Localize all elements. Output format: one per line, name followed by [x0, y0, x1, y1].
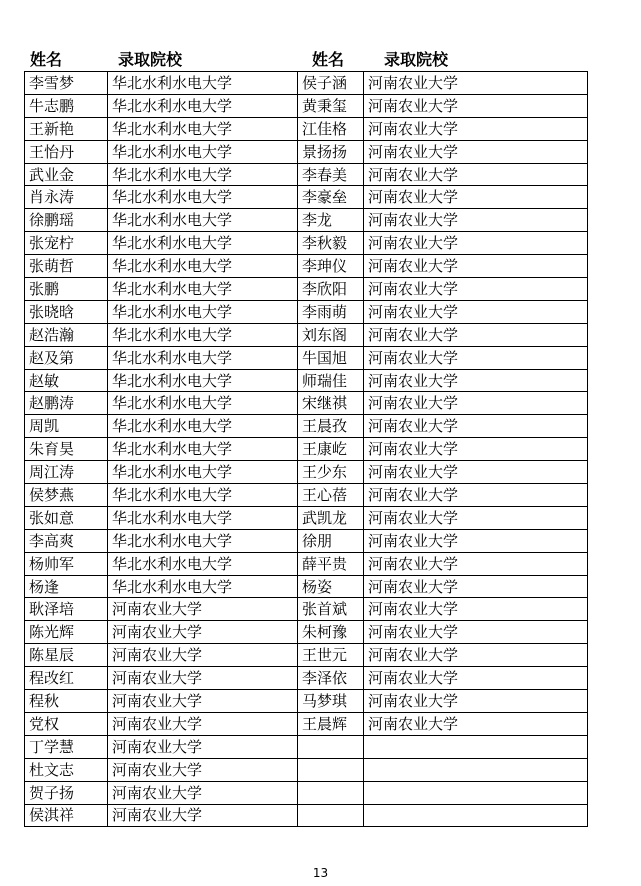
- table-row: [25, 598, 588, 621]
- school-left-cell: 华北水利水电大学: [108, 186, 298, 209]
- student-name-right-cell: 景扬扬: [298, 140, 364, 163]
- table-row: [25, 690, 588, 713]
- school-left-cell: 华北水利水电大学: [108, 278, 298, 301]
- school-left-cell: 河南农业大学: [108, 598, 298, 621]
- student-name-right-cell: 朱柯豫: [298, 621, 364, 644]
- school-left-cell: 华北水利水电大学: [108, 323, 298, 346]
- student-name-right-cell: 薛平贵: [298, 552, 364, 575]
- school-left-cell: 河南农业大学: [108, 712, 298, 735]
- student-name-right-cell: 王晨辉: [298, 712, 364, 735]
- table-row: [25, 140, 588, 163]
- table-row: [25, 300, 588, 323]
- student-name-left-cell: 徐鹏瑶: [25, 209, 108, 232]
- student-name-left-cell: 丁学慧: [25, 735, 108, 758]
- school-right-cell: 河南农业大学: [364, 72, 588, 95]
- school-right-cell: 河南农业大学: [364, 232, 588, 255]
- table-row: [25, 461, 588, 484]
- student-name-right-cell: 李秋毅: [298, 232, 364, 255]
- school-left-cell: 河南农业大学: [108, 667, 298, 690]
- student-name-left-cell: 赵浩瀚: [25, 323, 108, 346]
- admission-table-body: [25, 72, 588, 827]
- school-left-cell: 河南农业大学: [108, 621, 298, 644]
- school-right-cell: 河南农业大学: [364, 621, 588, 644]
- table-row: [25, 506, 588, 529]
- school-right-cell: [364, 804, 588, 827]
- student-name-right-cell: 李雨萌: [298, 300, 364, 323]
- school-left-cell: 华北水利水电大学: [108, 346, 298, 369]
- school-right-cell: 河南农业大学: [364, 140, 588, 163]
- student-name-right-cell: 牛国旭: [298, 346, 364, 369]
- student-name-left-cell: 程秋: [25, 690, 108, 713]
- student-name-left-cell: 牛志鹏: [25, 94, 108, 117]
- table-row: [25, 232, 588, 255]
- school-right-cell: 河南农业大学: [364, 117, 588, 140]
- student-name-left-cell: 赵及第: [25, 346, 108, 369]
- table-row: [25, 323, 588, 346]
- table-row: [25, 94, 588, 117]
- student-name-left-cell: 李高爽: [25, 529, 108, 552]
- school-right-cell: 河南农业大学: [364, 598, 588, 621]
- student-name-left-cell: 耿泽培: [25, 598, 108, 621]
- school-right-cell: 河南农业大学: [364, 529, 588, 552]
- school-right-cell: 河南农业大学: [364, 438, 588, 461]
- table-row: [25, 758, 588, 781]
- student-name-right-cell: 刘东阁: [298, 323, 364, 346]
- school-left-cell: 华北水利水电大学: [108, 552, 298, 575]
- student-name-left-cell: 张鹏: [25, 278, 108, 301]
- school-left-cell: 华北水利水电大学: [108, 255, 298, 278]
- school-right-cell: 河南农业大学: [364, 552, 588, 575]
- school-left-cell: 华北水利水电大学: [108, 140, 298, 163]
- school-left-cell: 华北水利水电大学: [108, 300, 298, 323]
- school-right-cell: [364, 735, 588, 758]
- student-name-left-cell: 武业金: [25, 163, 108, 186]
- school-right-cell: 河南农业大学: [364, 209, 588, 232]
- school-right-cell: 河南农业大学: [364, 94, 588, 117]
- table-row: [25, 278, 588, 301]
- school-left-cell: 华北水利水电大学: [108, 506, 298, 529]
- student-name-right-cell: 李龙: [298, 209, 364, 232]
- student-name-left-cell: 朱育昊: [25, 438, 108, 461]
- student-name-left-cell: 肖永涛: [25, 186, 108, 209]
- student-name-right-cell: 马梦琪: [298, 690, 364, 713]
- school-right-cell: 河南农业大学: [364, 163, 588, 186]
- table-row: [25, 72, 588, 95]
- student-name-right-cell: 宋继祺: [298, 392, 364, 415]
- student-name-left-cell: 陈光辉: [25, 621, 108, 644]
- school-left-cell: 河南农业大学: [108, 758, 298, 781]
- table-row: [25, 575, 588, 598]
- student-name-right-cell: 王康屹: [298, 438, 364, 461]
- table-row: [25, 621, 588, 644]
- table-row: [25, 415, 588, 438]
- table-row: [25, 552, 588, 575]
- student-name-left-cell: 程改红: [25, 667, 108, 690]
- table-row: [25, 392, 588, 415]
- student-name-right-cell: 李珅仪: [298, 255, 364, 278]
- student-name-right-cell: 李豪垒: [298, 186, 364, 209]
- table-row: [25, 163, 588, 186]
- header-school-left: 录取院校: [118, 50, 183, 69]
- student-name-right-cell: 徐朋: [298, 529, 364, 552]
- school-right-cell: 河南农业大学: [364, 506, 588, 529]
- table-row: [25, 735, 588, 758]
- school-left-cell: 华北水利水电大学: [108, 415, 298, 438]
- school-left-cell: 华北水利水电大学: [108, 575, 298, 598]
- school-left-cell: 华北水利水电大学: [108, 392, 298, 415]
- student-name-left-cell: 周江涛: [25, 461, 108, 484]
- school-right-cell: [364, 758, 588, 781]
- school-right-cell: [364, 781, 588, 804]
- student-name-left-cell: 杨逢: [25, 575, 108, 598]
- student-name-right-cell: 王心蓓: [298, 484, 364, 507]
- school-right-cell: 河南农业大学: [364, 575, 588, 598]
- table-row: [25, 712, 588, 735]
- table-row: [25, 529, 588, 552]
- table-row: [25, 667, 588, 690]
- school-left-cell: 华北水利水电大学: [108, 369, 298, 392]
- student-name-left-cell: 赵鹏涛: [25, 392, 108, 415]
- school-right-cell: 河南农业大学: [364, 186, 588, 209]
- student-name-left-cell: 杨帅军: [25, 552, 108, 575]
- student-name-right-cell: 张首斌: [298, 598, 364, 621]
- student-name-left-cell: 侯梦燕: [25, 484, 108, 507]
- school-left-cell: 华北水利水电大学: [108, 72, 298, 95]
- school-right-cell: 河南农业大学: [364, 461, 588, 484]
- student-name-right-cell: 侯子涵: [298, 72, 364, 95]
- table-row: [25, 644, 588, 667]
- student-name-right-cell: 王晨孜: [298, 415, 364, 438]
- header-name-right: 姓名: [312, 50, 345, 69]
- school-left-cell: 河南农业大学: [108, 644, 298, 667]
- table-row: [25, 209, 588, 232]
- student-name-left-cell: 李雪梦: [25, 72, 108, 95]
- student-name-left-cell: 党权: [25, 712, 108, 735]
- student-name-right-cell: 王世元: [298, 644, 364, 667]
- admission-table: [24, 71, 588, 827]
- table-row: [25, 804, 588, 827]
- student-name-right-cell: 黄秉玺: [298, 94, 364, 117]
- school-left-cell: 华北水利水电大学: [108, 94, 298, 117]
- school-left-cell: 华北水利水电大学: [108, 232, 298, 255]
- student-name-left-cell: 赵敏: [25, 369, 108, 392]
- student-name-right-cell: 李春美: [298, 163, 364, 186]
- school-left-cell: 华北水利水电大学: [108, 529, 298, 552]
- student-name-left-cell: 王怡丹: [25, 140, 108, 163]
- header-school-right: 录取院校: [384, 50, 449, 69]
- school-right-cell: 河南农业大学: [364, 323, 588, 346]
- table-row: [25, 346, 588, 369]
- student-name-right-cell: 李欣阳: [298, 278, 364, 301]
- school-right-cell: 河南农业大学: [364, 644, 588, 667]
- school-right-cell: 河南农业大学: [364, 278, 588, 301]
- school-left-cell: 华北水利水电大学: [108, 209, 298, 232]
- school-right-cell: 河南农业大学: [364, 415, 588, 438]
- table-row: [25, 781, 588, 804]
- table-row: [25, 117, 588, 140]
- school-left-cell: 华北水利水电大学: [108, 117, 298, 140]
- school-right-cell: 河南农业大学: [364, 484, 588, 507]
- student-name-right-cell: [298, 804, 364, 827]
- school-right-cell: 河南农业大学: [364, 255, 588, 278]
- school-right-cell: 河南农业大学: [364, 392, 588, 415]
- student-name-right-cell: 李泽依: [298, 667, 364, 690]
- header-name-left: 姓名: [30, 50, 63, 69]
- school-left-cell: 河南农业大学: [108, 781, 298, 804]
- student-name-right-cell: 师瑞佳: [298, 369, 364, 392]
- school-right-cell: 河南农业大学: [364, 690, 588, 713]
- school-left-cell: 华北水利水电大学: [108, 163, 298, 186]
- student-name-right-cell: 武凯龙: [298, 506, 364, 529]
- school-left-cell: 河南农业大学: [108, 735, 298, 758]
- school-right-cell: 河南农业大学: [364, 300, 588, 323]
- student-name-right-cell: 王少东: [298, 461, 364, 484]
- student-name-left-cell: 陈星辰: [25, 644, 108, 667]
- school-left-cell: 华北水利水电大学: [108, 461, 298, 484]
- school-right-cell: 河南农业大学: [364, 667, 588, 690]
- student-name-left-cell: 侯淇祥: [25, 804, 108, 827]
- student-name-right-cell: 杨姿: [298, 575, 364, 598]
- student-name-left-cell: 张如意: [25, 506, 108, 529]
- table-row: [25, 369, 588, 392]
- page-number: 13: [312, 866, 329, 880]
- student-name-right-cell: 江佳格: [298, 117, 364, 140]
- student-name-left-cell: 王新艳: [25, 117, 108, 140]
- student-name-left-cell: 周凯: [25, 415, 108, 438]
- school-left-cell: 华北水利水电大学: [108, 438, 298, 461]
- student-name-right-cell: [298, 735, 364, 758]
- school-right-cell: 河南农业大学: [364, 712, 588, 735]
- school-left-cell: 河南农业大学: [108, 690, 298, 713]
- student-name-left-cell: 张晓晗: [25, 300, 108, 323]
- table-row: [25, 438, 588, 461]
- student-name-left-cell: 贺子扬: [25, 781, 108, 804]
- student-name-left-cell: 杜文志: [25, 758, 108, 781]
- table-row: [25, 484, 588, 507]
- school-right-cell: 河南农业大学: [364, 346, 588, 369]
- school-right-cell: 河南农业大学: [364, 369, 588, 392]
- table-row: [25, 186, 588, 209]
- student-name-left-cell: 张宠柠: [25, 232, 108, 255]
- table-row: [25, 255, 588, 278]
- school-left-cell: 华北水利水电大学: [108, 484, 298, 507]
- school-left-cell: 河南农业大学: [108, 804, 298, 827]
- student-name-right-cell: [298, 781, 364, 804]
- student-name-left-cell: 张萌哲: [25, 255, 108, 278]
- student-name-right-cell: [298, 758, 364, 781]
